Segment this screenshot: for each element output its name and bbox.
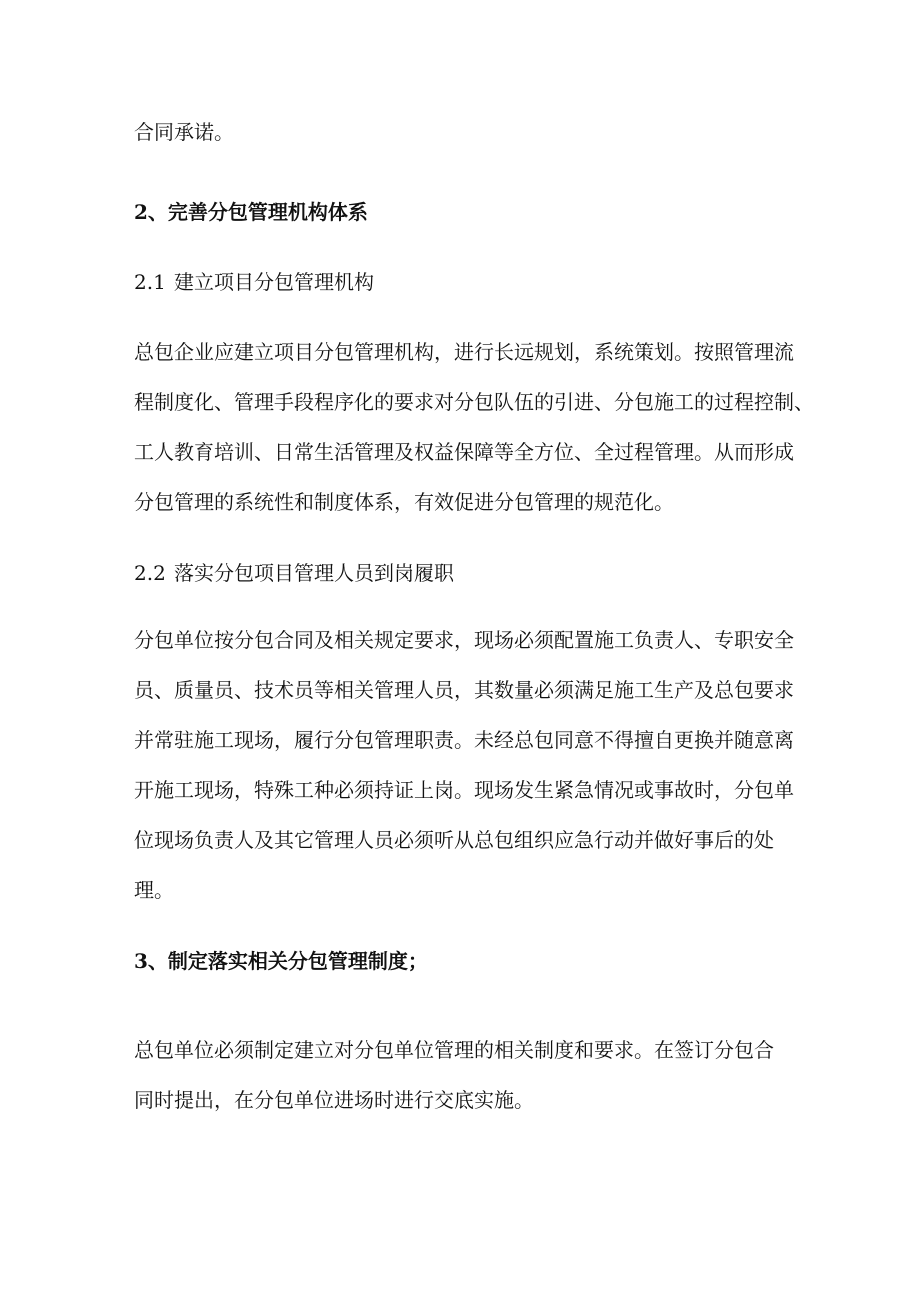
paragraph-line: 分包单位按分包合同及相关规定要求，现场必须配置施工负责人、专职安全	[134, 628, 794, 652]
paragraph-line: 位现场负责人及其它管理人员必须听从总包组织应急行动并做好事后的处	[134, 828, 774, 852]
subsection-2-2-number: 2.2	[134, 561, 166, 585]
section-3-heading: 3、制定落实相关分包管理制度；	[134, 949, 428, 973]
subsection-2-2-heading	[134, 559, 454, 587]
subsection-2-1-heading	[134, 268, 374, 296]
paragraph-line: 工人教育培训、日常生活管理及权益保障等全方位、全过程管理。从而形成	[134, 440, 794, 464]
section-2-heading: 2、完善分包管理机构体系	[134, 200, 368, 224]
paragraph-line: 并常驻施工现场，履行分包管理职责。未经总包同意不得擅自更换并随意离	[134, 728, 794, 752]
paragraph-line: 开施工现场，特殊工种必须持证上岗。现场发生紧急情况或事故时，分包单	[134, 778, 794, 802]
paragraph-line: 总包企业应建立项目分包管理机构，进行长远规划，系统策划。按照管理流	[134, 340, 794, 364]
paragraph-line: 员、质量员、技术员等相关管理人员，其数量必须满足施工生产及总包要求	[134, 678, 794, 702]
subsection-2-1-number: 2.1	[134, 270, 166, 294]
subsection-2-1-title: 建立项目分包管理机构	[174, 270, 374, 294]
paragraph-line: 总包单位必须制定建立对分包单位管理的相关制度和要求。在签订分包合	[134, 1038, 774, 1062]
paragraph-line: 程制度化、管理手段程序化的要求对分包队伍的引进、分包施工的过程控制、	[134, 390, 814, 414]
continuation-text: 合同承诺。	[134, 120, 234, 144]
paragraph-line: 同时提出，在分包单位进场时进行交底实施。	[134, 1088, 534, 1112]
paragraph-line: 理。	[134, 878, 174, 902]
subsection-2-2-title: 落实分包项目管理人员到岗履职	[174, 561, 454, 585]
paragraph-line: 分包管理的系统性和制度体系，有效促进分包管理的规范化。	[134, 490, 674, 514]
